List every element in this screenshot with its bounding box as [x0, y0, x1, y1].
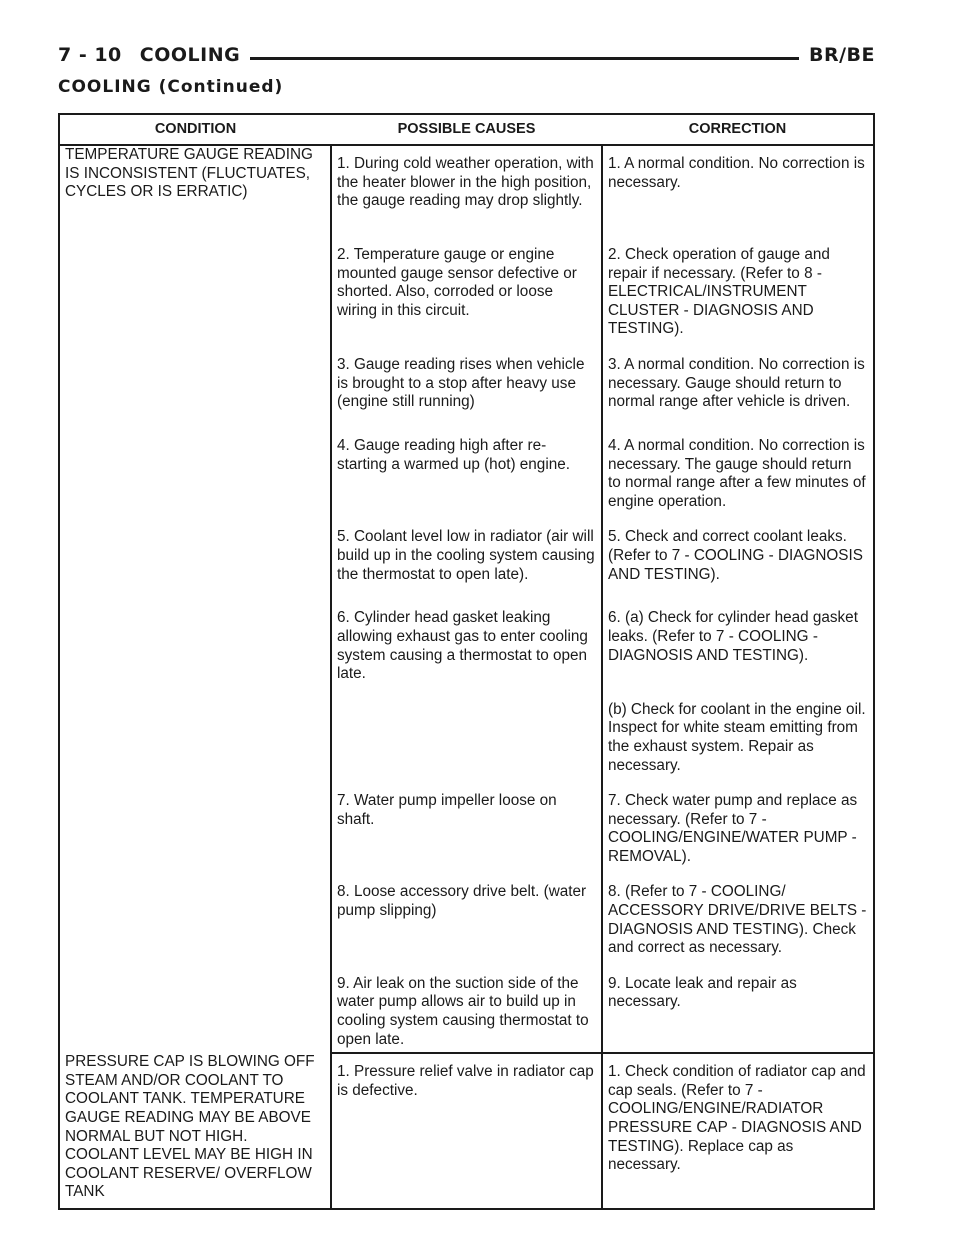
- cause-cell: 4. Gauge reading high after re-starting a warmed up (hot) engine.: [331, 423, 602, 514]
- correction-cell: 1. Check condition of radiator cap and cap seals. (Refer to 7 - COOLING/ENGINE/RADIATOR PRESSURE CAP - DIAGNOSIS AND TESTING). Replace cap as necessary.: [607, 1063, 866, 1174]
- condition-cell: TEMPERATURE GAUGE READING IS INCONSISTENT (FLUCTUATES, CYCLES OR IS ERRATIC): [59, 145, 331, 1053]
- diagnosis-table: [58, 113, 875, 1210]
- correction-cell: 4. A normal condition. No correction is necessary. The gauge should return to normal range after a few minutes of engine operation.: [607, 436, 866, 510]
- correction-cell: 3. A normal condition. No correction is necessary. Gauge should return to normal range after vehicle is driven.: [607, 355, 865, 411]
- correction-cell: 9. Locate leak and repair as necessary.: [602, 961, 874, 1053]
- correction-cell: (b) Check for coolant in the engine oil. Inspect for white steam emitting from the exhaust system. Repair as necessary.: [607, 700, 866, 774]
- model-code: BR/BE: [799, 44, 875, 66]
- table-row: [59, 145, 874, 232]
- condition-cell: PRESSURE CAP IS BLOWING OFF STEAM AND/OR COOLANT TO COOLANT TANK. TEMPERATURE GAUGE READING MAY BE ABOVE NORMAL BUT NOT HIGH. COOLANT LEVEL MAY BE HIGH IN COOLANT RESERVE/ OVERFLOW TANK: [59, 1053, 331, 1209]
- cause-cell: 1. During cold weather operation, with the heater blower in the high position, the gauge reading may drop slightly.: [331, 145, 602, 232]
- correction-cell: 8. (Refer to 7 - COOLING/ ACCESSORY DRIVE/DRIVE BELTS - DIAGNOSIS AND TESTING). Check and correct as necessary.: [607, 883, 867, 957]
- column-header-causes: POSSIBLE CAUSES: [331, 114, 602, 145]
- column-header-correction: CORRECTION: [602, 114, 874, 145]
- correction-cell: 5. Check and correct coolant leaks. (Refer to 7 - COOLING - DIAGNOSIS AND TESTING).: [607, 528, 863, 583]
- header-left: [58, 44, 250, 66]
- cause-cell: 6. Cylinder head gasket leaking allowing exhaust gas to enter cooling system causing a thermostat to open late.: [331, 595, 602, 686]
- cause-cell: 2. Temperature gauge or engine mounted gauge sensor defective or shorted. Also, corroded or loose wiring in this circuit.: [331, 232, 602, 342]
- cause-cell: 8. Loose accessory drive belt. (water pump slipping): [331, 869, 602, 960]
- correction-cell: 7. Check water pump and replace as necessary. (Refer to 7 - COOLING/ENGINE/WATER PUMP - REMOVAL).: [607, 792, 858, 865]
- page-number: 7 - 10: [58, 44, 122, 66]
- correction-cell: 2. Check operation of gauge and repair if necessary. (Refer to 8 - ELECTRICAL/INSTRUMENT CLUSTER - DIAGNOSIS AND TESTING).: [607, 246, 830, 338]
- cause-cell: 1. Pressure relief valve in radiator cap is defective.: [331, 1053, 602, 1209]
- cause-cell: [331, 687, 602, 778]
- correction-cell: 6. (a) Check for cylinder head gasket leaks. (Refer to 7 - COOLING - DIAGNOSIS AND TESTING).: [607, 609, 858, 664]
- page-header: [58, 44, 875, 74]
- cause-cell: 5. Coolant level low in radiator (air will build up in the cooling system causing the thermostat to open late).: [331, 514, 602, 595]
- cause-cell: 7. Water pump impeller loose on shaft.: [331, 778, 602, 869]
- cause-cell: 9. Air leak on the suction side of the water pump allows air to build up in cooling system causing thermostat to open late.: [331, 961, 602, 1053]
- table-header-row: [59, 114, 874, 145]
- section-title: COOLING: [139, 44, 241, 66]
- correction-cell: 1. A normal condition. No correction is necessary.: [607, 155, 865, 191]
- column-header-condition: CONDITION: [59, 114, 331, 145]
- table-row: [59, 1053, 874, 1209]
- continued-title: COOLING (Continued): [58, 77, 284, 97]
- cause-cell: 3. Gauge reading rises when vehicle is brought to a stop after heavy use (engine still running): [331, 342, 602, 423]
